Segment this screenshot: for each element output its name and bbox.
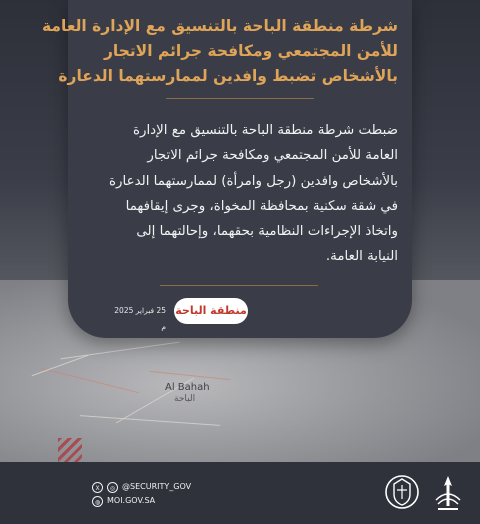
headline-line: للأمن المجتمعي ومكافحة جرائم الاتجار xyxy=(103,42,398,60)
map-road xyxy=(41,368,138,393)
body-line: في شقة سكنية بمحافظة المخواة، وجرى إيقافهما xyxy=(125,198,398,214)
body-line: العامة للأمن المجتمعي ومكافحة جرائم الاتجار xyxy=(147,148,398,164)
body-line: بالأشخاص وافدين (رجل وامرأة) لممارستهما الدعارة xyxy=(109,173,398,189)
social-handle: @SECURITY_GOV xyxy=(122,482,192,491)
headline xyxy=(42,14,398,89)
body-line: واتخاذ الإجراءات النظامية بحقهما، وإحالتهما إلى xyxy=(136,224,398,240)
globe-icon: ◍ xyxy=(92,496,103,507)
website-row[interactable] xyxy=(92,494,191,508)
divider xyxy=(166,98,314,99)
social-row[interactable] xyxy=(92,480,191,494)
headline-line: شرطة منطقة الباحة بالتنسيق مع الإدارة العامة xyxy=(42,17,398,35)
website-link: MOI.GOV.SA xyxy=(107,496,156,505)
body-line: ضبطت شرطة منطقة الباحة بالتنسيق مع الإدارة xyxy=(132,123,398,138)
police-emblem-icon xyxy=(382,470,422,514)
body-text xyxy=(80,118,398,270)
news-card xyxy=(42,0,412,338)
map-road xyxy=(61,342,180,360)
x-icon: X xyxy=(92,482,103,493)
map-city-label: Al Bahah xyxy=(165,382,210,393)
body-line: النيابة العامة. xyxy=(325,249,398,265)
region-tag[interactable]: منطقة الباحة xyxy=(174,298,248,324)
ministry-emblem-icon xyxy=(428,470,468,514)
map-city-label-arabic: الباحة xyxy=(174,394,196,404)
divider xyxy=(160,285,318,286)
map-road xyxy=(80,415,220,426)
publish-date: 25 فبراير 2025 م xyxy=(114,306,166,331)
social-links xyxy=(92,480,191,508)
headline-line: بالأشخاص تضبط وافدين لممارستهما الدعارة xyxy=(58,67,398,85)
instagram-icon: ◎ xyxy=(107,482,118,493)
